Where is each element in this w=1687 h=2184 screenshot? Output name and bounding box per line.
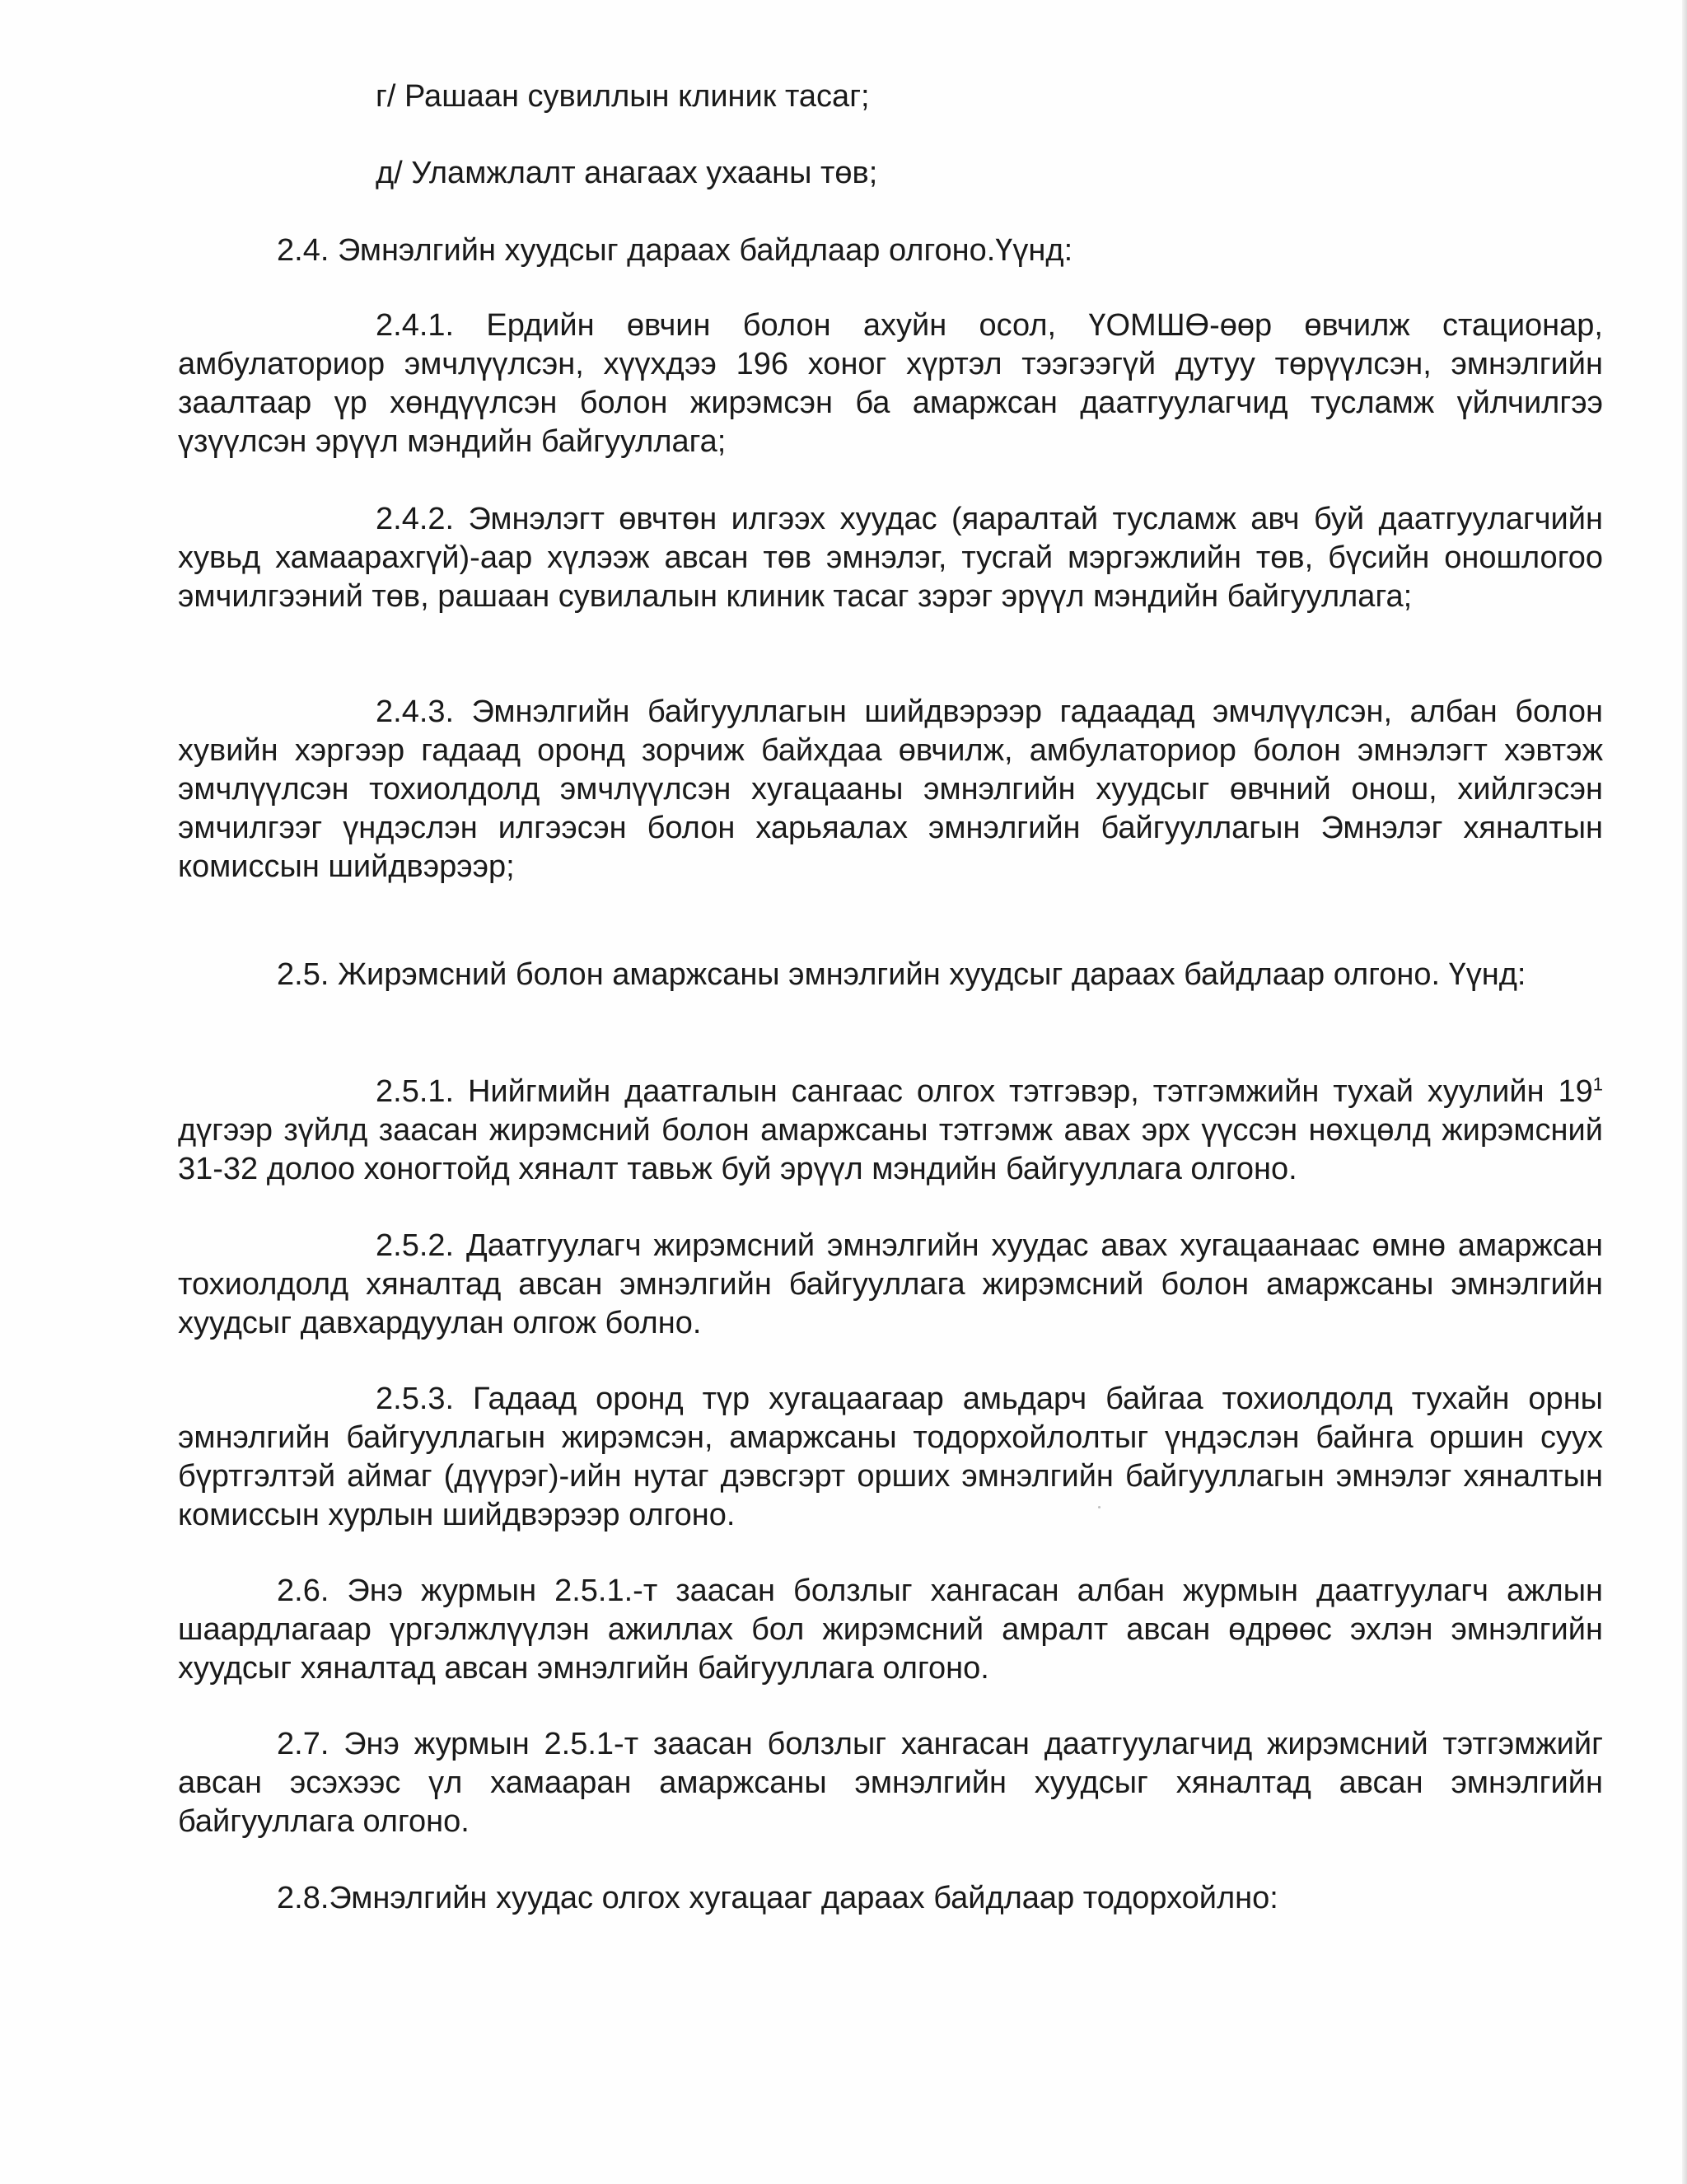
- scan-speck: [1098, 1506, 1101, 1508]
- section-2-5-heading: 2.5. Жирэмсний болон амаржсаны эмнэлгийн хуудсыг дараах байдлаар олгоно. Үүнд:: [277, 957, 1526, 992]
- page-edge-shadow: [1682, 0, 1687, 2184]
- clause-2-5-1-text-start: 2.5.1. Нийгмийн даатгалын сангаас олгох тэтгэвэр, тэтгэмжийн тухай хуулийн 19: [376, 1074, 1593, 1109]
- clause-2-5-1: [178, 1073, 1603, 1189]
- section-2-4-heading: 2.4. Эмнэлгийн хуудсыг дараах байдлаар олгоно.Үүнд:: [277, 233, 1073, 268]
- clause-2-4-1: 2.4.1. Ердийн өвчин болон ахуйн осол, ҮОМШӨ-өөр өвчилж стационар, амбулаториор эмчлүүлсэн, хүүхдээ 196 хоног хүртэл тээгээгүй дутуу төрүүлсэн, эмнэлгийн заалтаар үр хөндүүлсэн болон жирэмсэн ба амаржсан даатгуулагчид тусламж үйлчилгээ үзүүлсэн эрүүл мэндийн байгууллага;: [178, 308, 1603, 459]
- list-item-d: д/ Уламжлалт анагаах ухааны төв;: [376, 156, 878, 190]
- clause-2-5-1-text-end: дүгээр зүйлд заасан жирэмсний болон амаржсаны тэтгэмж авах эрх үүссэн нөхцөлд жирэмсний 31-32 долоо хоногтойд хяналт тавьж буй эрүүл мэндийн байгууллага олгоно.: [178, 1113, 1603, 1186]
- clause-2-4-3: 2.4.3. Эмнэлгийн байгууллагын шийдвэрээр гадаадад эмчлүүлсэн, албан болон хувийн хэргээр гадаад оронд зорчиж байхдаа өвчилж, амбулаториор болон эмнэлэгт хэвтэж эмчлүүлсэн тохиолдолд эмчлүүлсэн хугацааны эмнэлгийн хуудсыг өвчний онош, хийлгэсэн эмчилгээг үндэслэн илгээсэн болон харьяалах эмнэлгийн байгууллагын Эмнэлэг хяналтын комиссын шийдвэрээр;: [178, 694, 1603, 884]
- clause-2-4-2: 2.4.2. Эмнэлэгт өвчтөн илгээх хуудас (яаралтай тусламж авч буй даатгуулагчийн хувьд хамаарахгүй)-аар хүлээж авсан төв эмнэлэг, тусгай мэргэжлийн төв, бүсийн оношлогоо эмчилгээний төв, рашаан сувилалын клиник тасаг зэрэг эрүүл мэндийн байгууллага;: [178, 502, 1603, 614]
- clause-2-5-3: 2.5.3. Гадаад оронд түр хугацаагаар амьдарч байгаа тохиолдолд тухайн орны эмнэлгийн байгууллагын жирэмсэн, амаржсаны тодорхойлолтыг үндэслэн байнга оршин суух бүртгэлтэй аймаг (дүүрэг)-ийн нутаг дэвсгэрт орших эмнэлгийн байгууллагын эмнэлэг хяналтын комиссын хурлын шийдвэрээр олгоно.: [178, 1382, 1603, 1532]
- section-2-7: 2.7. Энэ журмын 2.5.1-т заасан болзлыг хангасан даатгуулагчид жирэмсний тэтгэмжийг авсан эсэхээс үл хамааран амаржсаны эмнэлгийн хуудсыг хяналтад авсан эмнэлгийн байгууллага олгоно.: [178, 1727, 1603, 1839]
- clause-2-5-1-superscript: 1: [1592, 1073, 1603, 1095]
- list-item-g: г/ Рашаан сувиллын клиник тасаг;: [376, 79, 870, 114]
- section-2-8: 2.8.Эмнэлгийн хуудас олгох хугацааг дараах байдлаар тодорхойлно:: [277, 1881, 1278, 1915]
- clause-2-5-2: 2.5.2. Даатгуулагч жирэмсний эмнэлгийн хуудас авах хугацаанаас өмнө амаржсан тохиолдолд хяналтад авсан эмнэлгийн байгууллага жирэмсний болон амаржсаны эмнэлгийн хуудсыг давхардуулан олгож болно.: [178, 1228, 1603, 1340]
- section-2-6: 2.6. Энэ журмын 2.5.1.-т заасан болзлыг хангасан албан журмын даатгуулагч ажлын шаардлагаар үргэлжлүүлэн ажиллах бол жирэмсний амралт авсан өдрөөс эхлэн эмнэлгийн хуудсыг хяналтад авсан эмнэлгийн байгууллага олгоно.: [178, 1574, 1603, 1686]
